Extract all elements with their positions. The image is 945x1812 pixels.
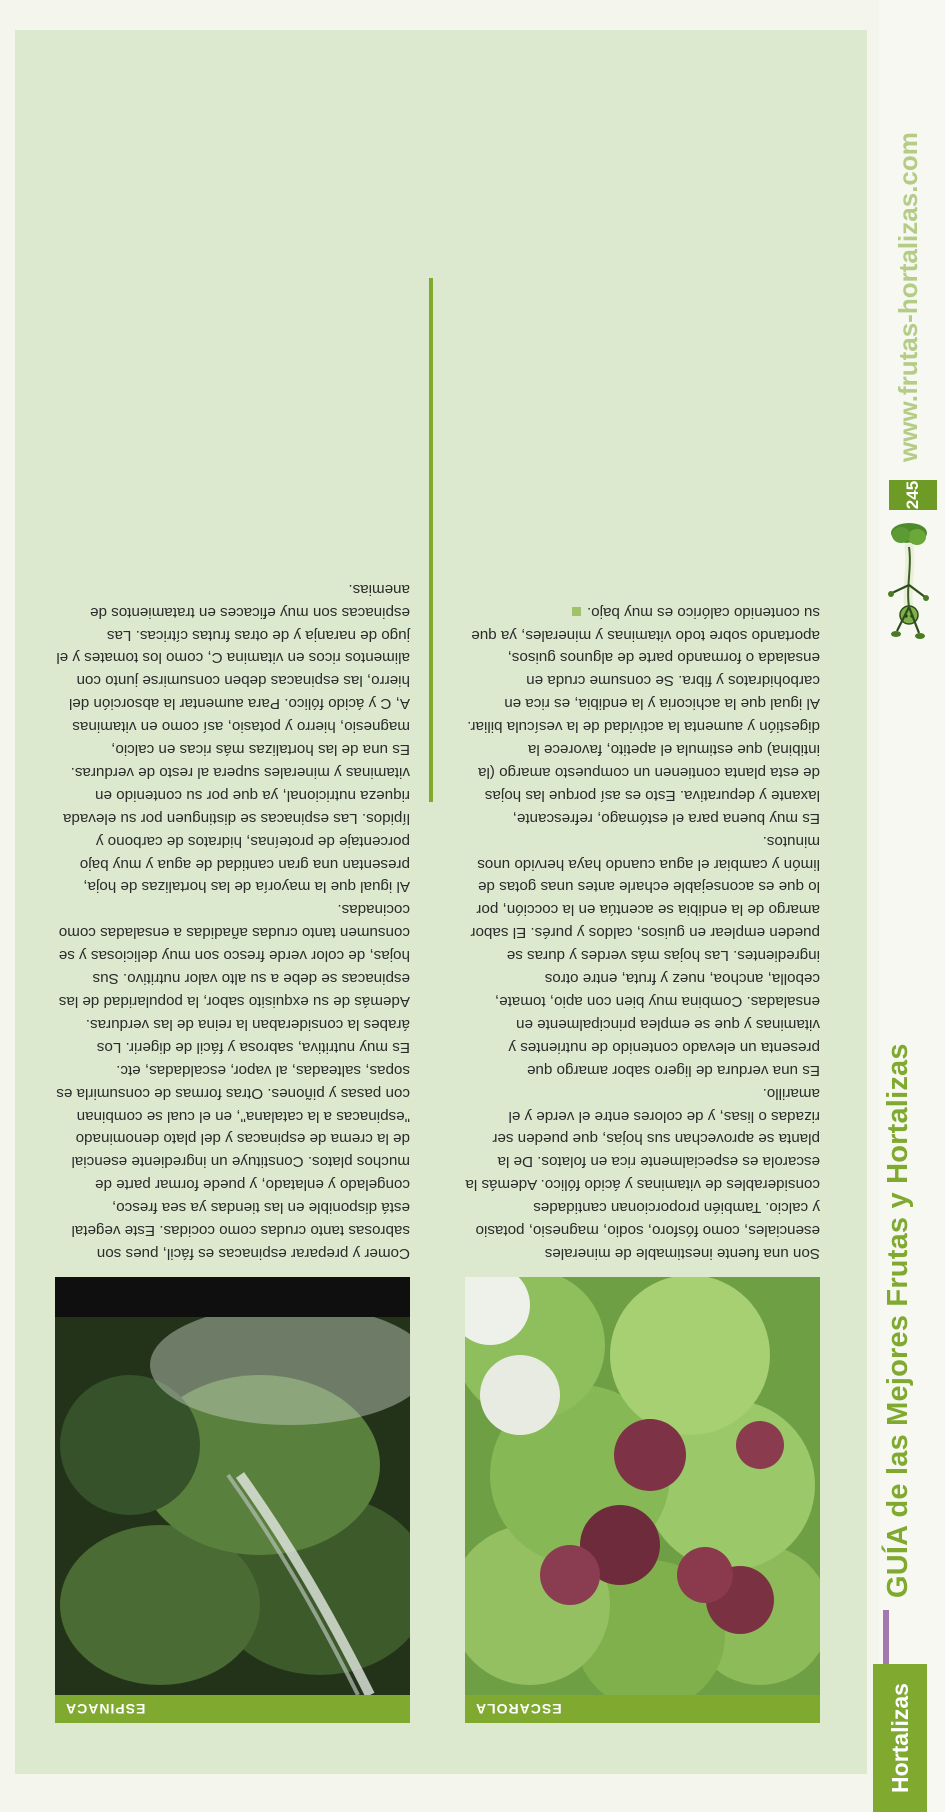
- escarola-paragraph: [465, 600, 820, 715]
- espinaca-photo: [55, 1277, 410, 1695]
- escarola-paragraph-text: Al igual que la achicoria y la endibia, es rica en carbohidratos y fibra. Se consume cruda en ensalada o formando parte de algunos guisos, aportando sobre todo vitaminas y minerales, ya que su contenido calórico es muy bajo.: [471, 603, 820, 713]
- page-number-badge: [889, 480, 937, 510]
- section-tab: [873, 1664, 927, 1812]
- content-panel: [15, 30, 867, 1774]
- vegetable-mascot-icon: [879, 522, 939, 647]
- escarola-article: [465, 600, 820, 1264]
- espinaca-paragraph: Al igual que la mayoría de las hortalizas de hoja, presentan una gran cantidad de agua y muy bajo porcentaje de proteínas, hidratos de carbono y lípidos. Las espinacas se distinguen por su elevada riqueza nutricional, ya que por su contenido en vitaminas y minerales supera al resto de verduras.: [62, 763, 410, 896]
- espinaca-heading: [55, 1695, 410, 1723]
- escarola-paragraph: Es muy buena para el estómago, refrescante, laxante y depurativa. Esto es así porque las hojas de esta planta contienen un compuesto amargo (la intibina) que estimula el apetito, favorece la digestión y aumenta la actividad de la vesícula biliar.: [467, 718, 820, 827]
- column-divider: [429, 278, 433, 802]
- escarola-paragraph: Es una verdura de ligero sabor amargo que presenta un elevado contenido de nutrientes y vitaminas y que se emplea principalmente en ensaladas. Combina muy bien con apio, tomate, cebolla, anchoa, nuez y fruta, entre otros ingredientes. Las hojas más verdes y duras se pueden emplear en guisos, caldos y purés. El sabor amargo de la endibia se acentúa en la cocción, por lo que es aconsejable echarle antes unas gotas de limón y cambiar el agua cuando haya hervido unos minutos.: [470, 832, 820, 1079]
- espinaca-paragraph: Es una de las hortalizas más ricas en calcio, magnesio, hierro y potasio, así como en vitaminas A, C y ácido fólico. Para aumentar la absorción del hierro, las espinacas deben consumirse junto con alimentos ricos en vitamina C, como los tomates y el jugo de naranja y de otras frutas cítricas. Las espinacas son muy eficaces en tratamientos de anemias.: [56, 580, 410, 759]
- escarola-label: ESCAROLA: [475, 1701, 562, 1717]
- escarola-heading: [465, 1695, 820, 1723]
- section-divider: [883, 1610, 889, 1664]
- end-of-article-icon: [572, 607, 581, 616]
- espinaca-paragraph: Es muy nutritiva, sabrosa y fácil de digerir. Los árabes la consideraban la reina de las verduras. Además de su exquisito sabor, la popularidad de las espinacas se debe a su alto valor nutritivo. Sus hojas, de color verde fresco son muy deliciosas y se consumen tanto crudas añadidas a ensaladas como cocinadas.: [58, 901, 410, 1056]
- espinaca-paragraph: Comer y preparar espinacas es fácil, pues son sabrosas tanto crudas como cocidas. Este vegetal está disponible en las tiendas ya sea fresco, congelado y enlatado, y puede formar parte de muchos platos. Constituye un ingrediente esencial de la crema de espinacas y del plato denominado "espinacas a la catalana", en el cual se combinan con pasas y piñones. Otras formas de consumirla es sopas, salteadas, al vapor, escaldadas, etc.: [56, 1061, 410, 1262]
- section-label: Hortalizas: [887, 1683, 913, 1793]
- website-url: www.frutas-hortalizas.com: [893, 132, 923, 462]
- page-number: 245: [903, 480, 922, 510]
- escarola-photo: [465, 1277, 820, 1695]
- sidebar: [879, 0, 945, 1812]
- guide-title: GUÍA de las Mejores Frutas y Hortalizas: [882, 1043, 914, 1598]
- escarola-paragraph: Son una fuente inestimable de minerales esenciales, como fósforo, sodio, magnesio, potasio y calcio. También proporcionan cantidades considerables de vitaminas y ácido fólico. Además la escarola es especialmente rica en folatos. De la planta se aprovechan sus hojas, que pueden ser rizadas o lisas, y de colores entre el verde y el amarillo.: [465, 1084, 820, 1262]
- lettuce-leaf-icon: [891, 523, 927, 545]
- espinaca-article: [55, 577, 410, 1264]
- espinaca-label: ESPINACA: [65, 1701, 146, 1717]
